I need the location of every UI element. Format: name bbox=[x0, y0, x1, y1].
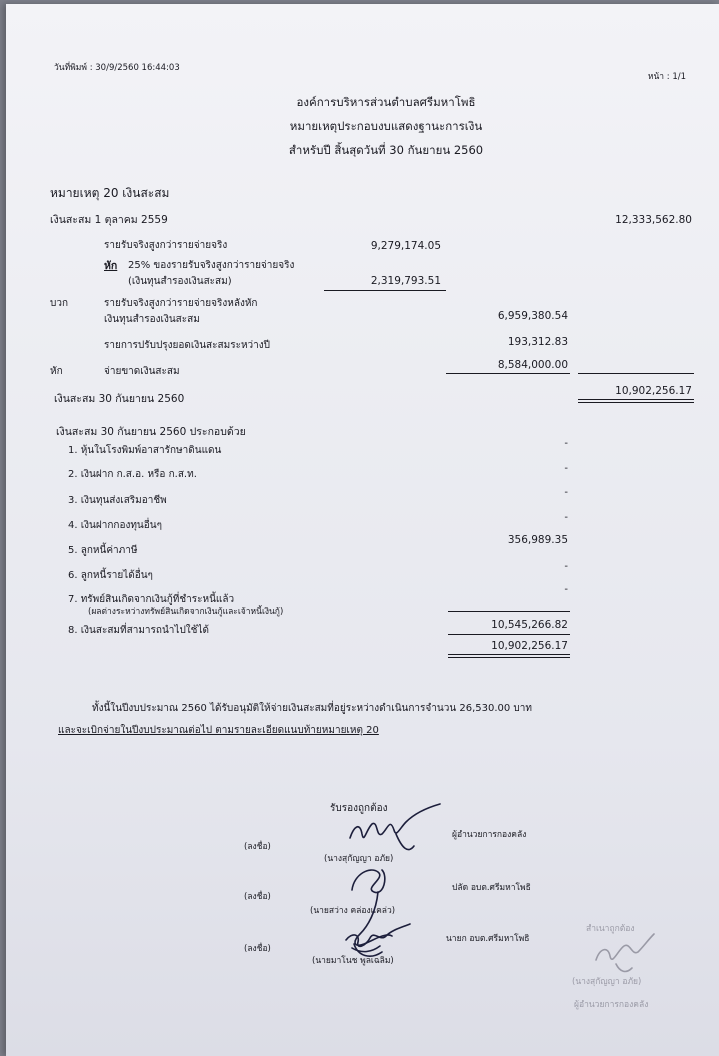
composition-amount: 10,545,266.82 bbox=[491, 619, 568, 631]
remark-line1: ทั้งนี้ในปีงบประมาณ 2560 ได้รับอนุมัติให้จ่ายเงินสะสมที่อยู่ระหว่างดำเนินการจำนวน 26,530.00 บาท bbox=[92, 703, 532, 714]
composition-amount: - bbox=[564, 463, 568, 474]
composition-total-rule bbox=[448, 634, 570, 635]
spending-rule-right bbox=[578, 373, 694, 374]
stamp-position: ผู้อำนวยการกองคลัง bbox=[574, 1000, 649, 1010]
reserve-25-label: 25% ของรายรับจริงสูงกว่ารายจ่ายจริง bbox=[128, 260, 295, 271]
composition-amount: - bbox=[564, 584, 568, 595]
signer-name: (นางสุกัญญา อภัย) bbox=[324, 854, 394, 864]
stamp-title: สำเนาถูกต้อง bbox=[586, 924, 635, 934]
composition-item: 7. ทรัพย์สินเกิดจากเงินกู้ที่ชำระหนี้แล้ว bbox=[68, 594, 235, 605]
remark-line2: และจะเบิกจ่ายในปีงบประมาณต่อไป ตามรายละเอียดแนบท้ายหมายเหตุ 20 bbox=[58, 725, 379, 736]
signer-name: (นายสว่าง คล่องแคล่ว) bbox=[310, 906, 396, 916]
composition-item: 1. หุ้นในโรงพิมพ์อาสารักษาดินแดน bbox=[68, 445, 222, 456]
closing-balance-amount: 10,902,256.17 bbox=[615, 385, 692, 397]
signer-name: (นายมาโนช พูลเฉลิม) bbox=[312, 956, 394, 966]
composition-item: 4. เงินฝากกองทุนอื่นๆ bbox=[68, 520, 162, 531]
opening-balance-label: เงินสะสม 1 ตุลาคม 2559 bbox=[50, 214, 168, 226]
plus-label: บวก bbox=[50, 298, 69, 309]
minus-label: หัก bbox=[50, 366, 63, 377]
net-revenue-label-line1: รายรับจริงสูงกว่ารายจ่ายจริงหลังหัก bbox=[104, 298, 258, 309]
closing-double-rule bbox=[578, 399, 694, 403]
composition-item: 2. เงินฝาก ก.ส.อ. หรือ ก.ส.ท. bbox=[68, 469, 197, 480]
composition-total: 10,902,256.17 bbox=[491, 640, 568, 652]
less-label: หัก bbox=[104, 260, 118, 272]
closing-balance-label: เงินสะสม 30 กันยายน 2560 bbox=[54, 393, 185, 405]
note-heading: หมายเหตุ 20 เงินสะสม bbox=[50, 186, 170, 200]
revenue-over-expense-label: รายรับจริงสูงกว่ารายจ่ายจริง bbox=[104, 240, 228, 251]
organization-name: องค์การบริหารส่วนตำบลศรีมหาโพธิ bbox=[296, 95, 476, 109]
spending-amount: 8,584,000.00 bbox=[497, 359, 568, 371]
adjustment-amount: 193,312.83 bbox=[507, 336, 568, 348]
sign-label: (ลงชื่อ) bbox=[244, 892, 271, 902]
signature-finance-director bbox=[336, 804, 446, 864]
spending-rule bbox=[446, 373, 570, 374]
print-date: วันที่พิมพ์ : 30/9/2560 16:44:03 bbox=[54, 63, 180, 73]
stamp-name: (นางสุกัญญา อภัย) bbox=[572, 977, 642, 987]
signer-position: ปลัด อบต.ศรีมหาโพธิ bbox=[452, 883, 531, 893]
document-title: หมายเหตุประกอบงบแสดงฐานะการเงิน bbox=[289, 119, 483, 133]
page-number: หน้า : 1/1 bbox=[647, 72, 686, 82]
opening-balance-amount: 12,333,562.80 bbox=[615, 214, 692, 226]
composition-amount: 356,989.35 bbox=[507, 534, 568, 546]
adjustment-label: รายการปรับปรุงยอดเงินสะสมระหว่างปี bbox=[104, 340, 271, 351]
composition-item: 5. ลูกหนี้ค่าภาษี bbox=[68, 545, 138, 556]
revenue-over-expense-amount: 9,279,174.05 bbox=[370, 240, 441, 252]
subtotal-rule bbox=[324, 290, 446, 291]
composition-item-sublabel: (ผลต่างระหว่างทรัพย์สินเกิดจากเงินกู้และเจ้าหนี้เงินกู้) bbox=[88, 607, 284, 617]
document-page bbox=[6, 4, 719, 1056]
signer-position: ผู้อำนวยการกองคลัง bbox=[452, 830, 527, 840]
composition-item: 6. ลูกหนี้รายได้อื่นๆ bbox=[68, 570, 153, 581]
spending-label: จ่ายขาดเงินสะสม bbox=[104, 366, 180, 377]
net-revenue-label-line2: เงินทุนสำรองเงินสะสม bbox=[104, 314, 200, 325]
net-revenue-amount: 6,959,380.54 bbox=[497, 310, 568, 322]
document-period: สำหรับปี สิ้นสุดวันที่ 30 กันยายน 2560 bbox=[288, 143, 484, 157]
composition-item: 3. เงินทุนส่งเสริมอาชีพ bbox=[68, 495, 167, 506]
composition-rule bbox=[448, 611, 570, 612]
composition-item: 8. เงินสะสมที่สามารถนำไปใช้ได้ bbox=[68, 625, 209, 636]
composition-amount: - bbox=[564, 561, 568, 572]
composition-heading: เงินสะสม 30 กันยายน 2560 ประกอบด้วย bbox=[56, 426, 246, 438]
stamp-signature bbox=[586, 930, 656, 976]
sign-label: (ลงชื่อ) bbox=[244, 944, 271, 954]
composition-total-double-rule bbox=[448, 654, 570, 658]
signature-mayor bbox=[336, 912, 416, 962]
composition-amount: - bbox=[564, 487, 568, 498]
composition-amount: - bbox=[564, 512, 568, 523]
sign-label: (ลงชื่อ) bbox=[244, 842, 271, 852]
composition-amount: - bbox=[564, 438, 568, 449]
signer-position: นายก อบต.ศรีมหาโพธิ bbox=[446, 934, 530, 944]
reserve-25-sublabel: (เงินทุนสำรองเงินสะสม) bbox=[128, 276, 232, 287]
reserve-25-amount: 2,319,793.51 bbox=[370, 275, 441, 287]
certify-label: รับรองถูกต้อง bbox=[330, 803, 388, 814]
